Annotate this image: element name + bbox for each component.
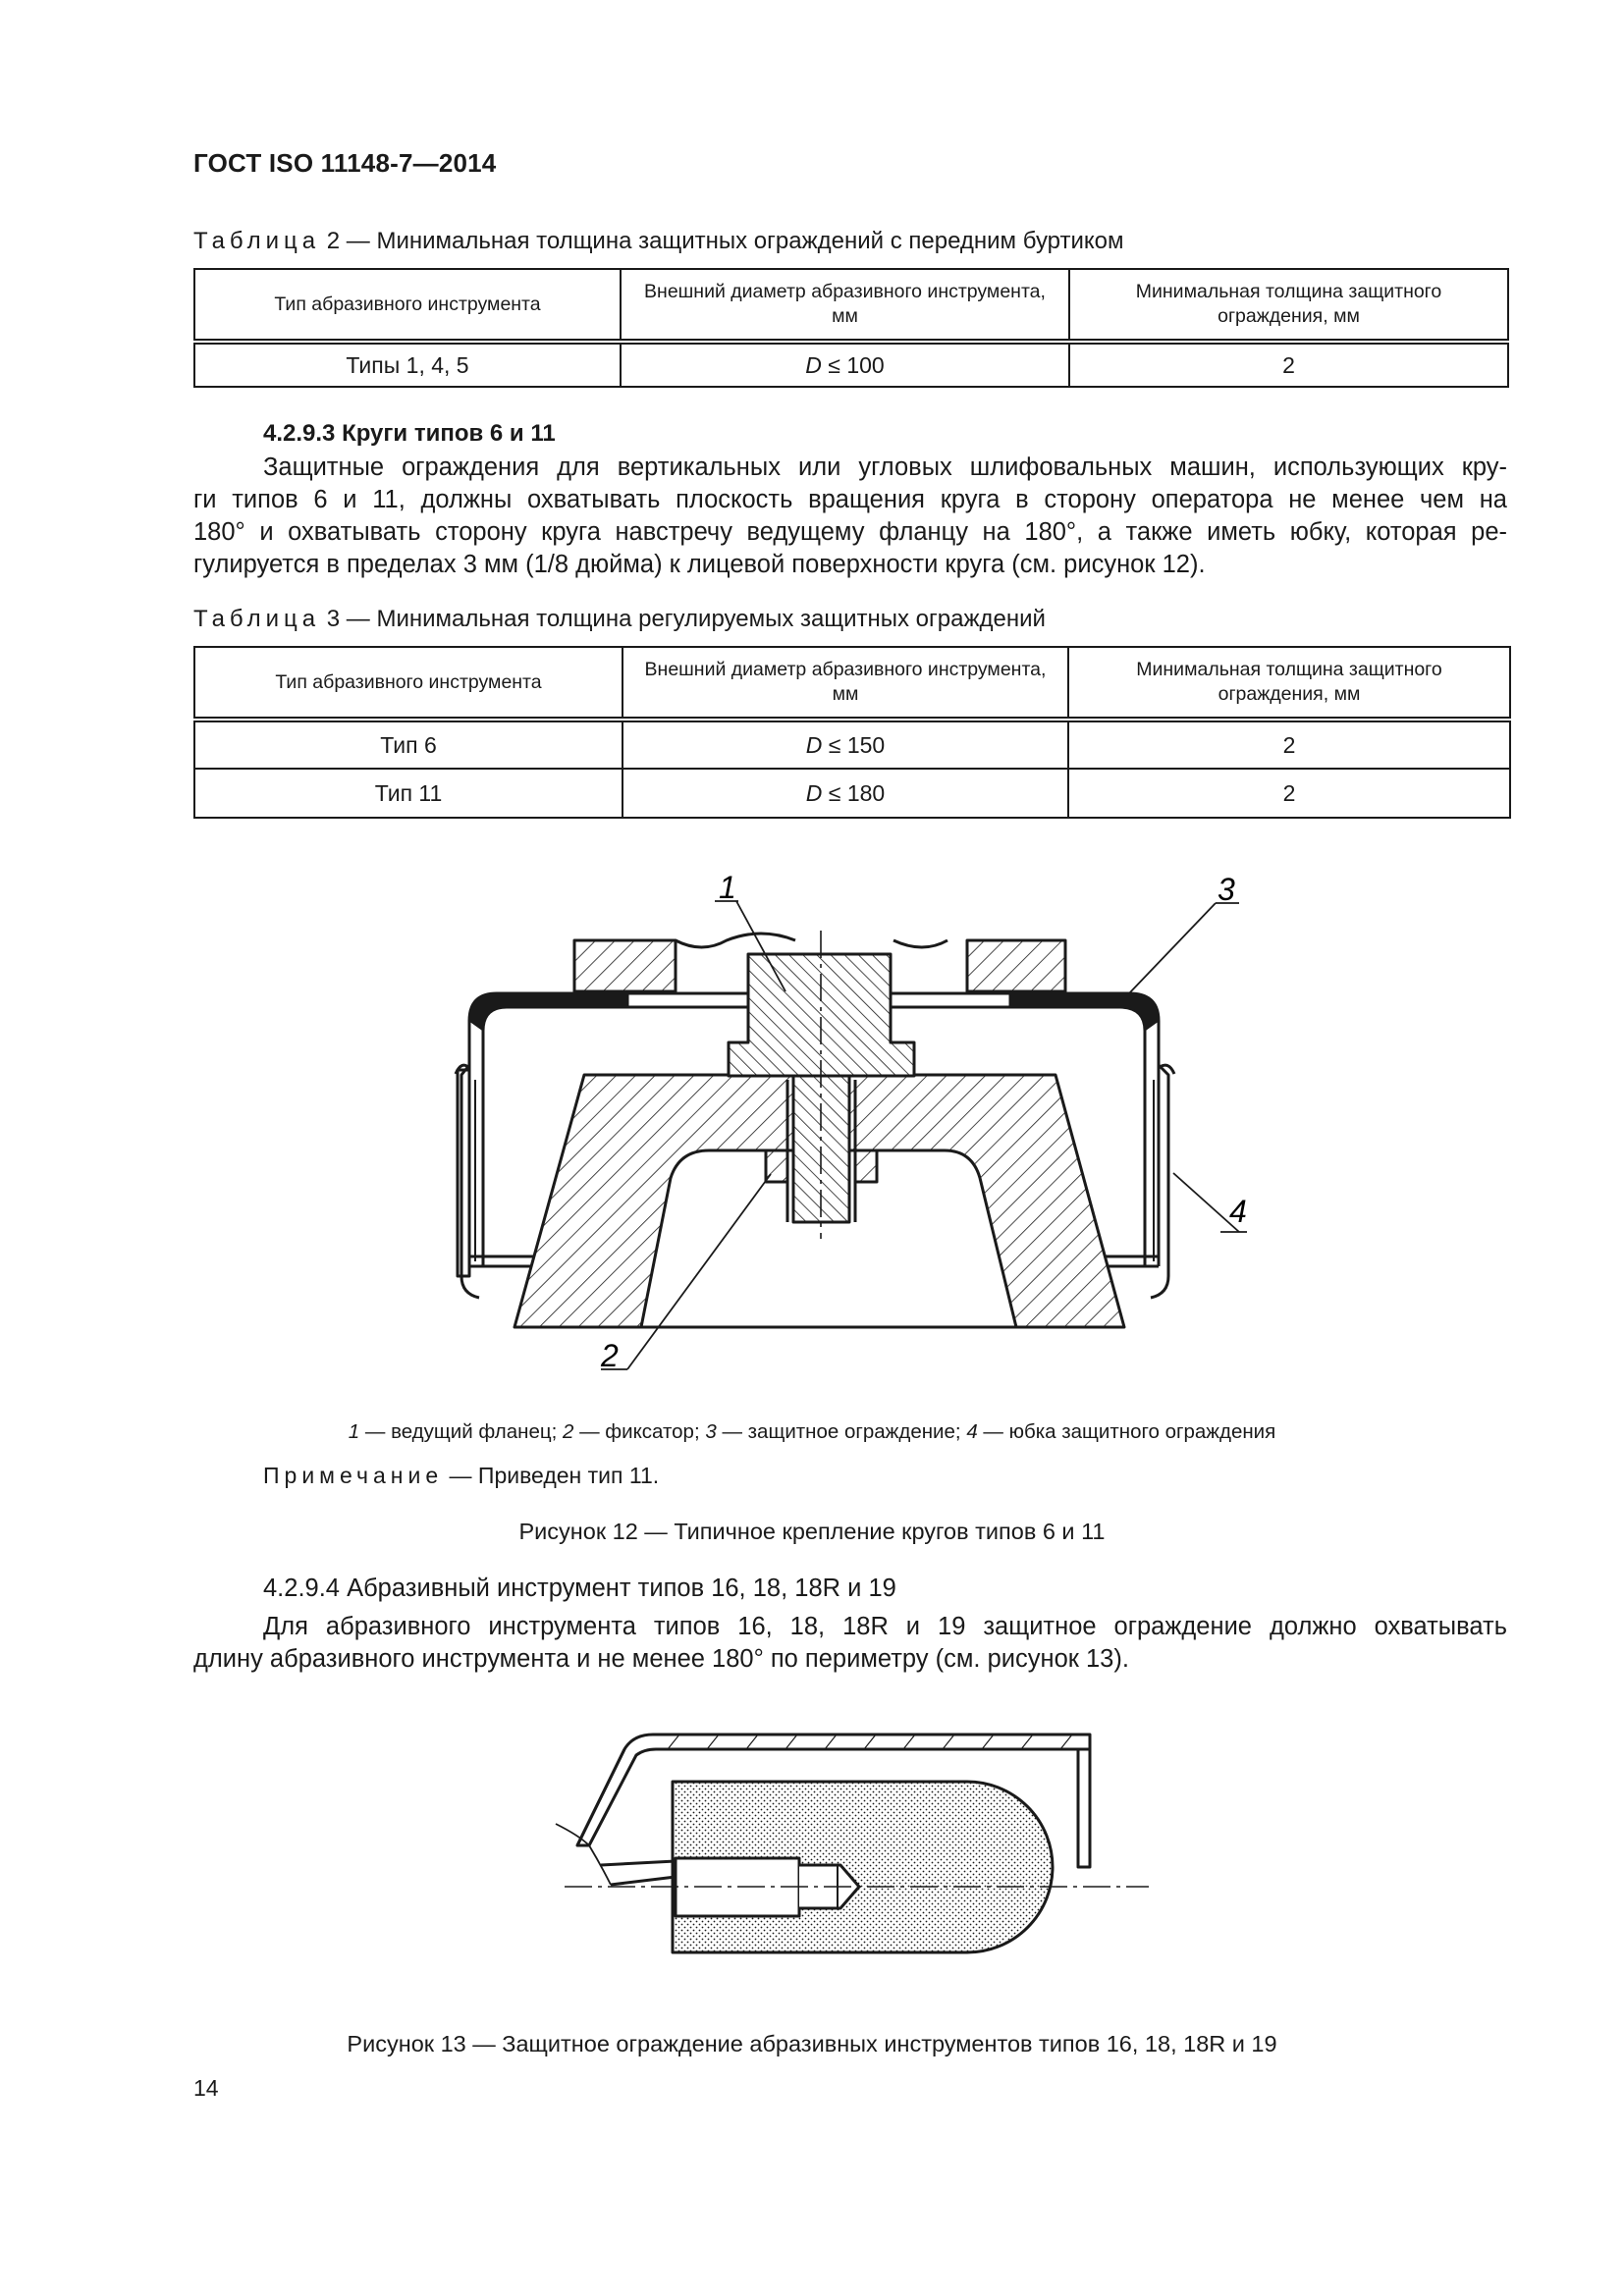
table3-header-diameter: Внешний диаметр абразивного инструмента, мм [623, 647, 1068, 720]
legend-text: — юбка защитного ограждения [977, 1420, 1276, 1443]
table3-cell-thickness: 2 [1068, 720, 1510, 769]
diameter-variable: D [805, 351, 822, 378]
legend-num: 2 [562, 1420, 574, 1443]
section-4293-title: 4.2.9.3 Круги типов 6 и 11 [263, 420, 556, 447]
figure12-caption: Рисунок 12 — Типичное крепление кругов типов 6 и 11 [518, 1519, 1106, 1544]
table3-header-type: Тип абразивного инструмента [194, 647, 623, 720]
table2-caption-text: 2 — Минимальная толщина защитных ограждений с передним буртиком [320, 228, 1124, 254]
section-4294-paragraph [193, 1611, 1507, 1676]
table2-caption-prefix: Таблица [193, 228, 321, 254]
table3-caption-text: 3 — Минимальная толщина регулируемых защитных ограждений [320, 606, 1046, 632]
note-prefix: Примечание [263, 1463, 444, 1488]
diameter-value: ≤ 100 [821, 351, 885, 378]
section-4294-title: 4.2.9.4 Абразивный инструмент типов 16, 18, 18R и 19 [263, 1575, 896, 1602]
paragraph-line: гулируется в пределах 3 мм (1/8 дюйма) к лицевой поверхности круга (см. рисунок 12). [193, 551, 1206, 578]
table3-header-thickness: Минимальная толщина защитного ограждения, мм [1068, 647, 1510, 720]
table2-header-type: Тип абразивного инструмента [194, 269, 621, 342]
document-header: ГОСТ ISO 11148-7—2014 [193, 148, 497, 178]
figure13-caption: Рисунок 13 — Защитное ограждение абразивных инструментов типов 16, 18, 18R и 19 [347, 2031, 1277, 2056]
housing-block-left [574, 940, 676, 991]
paragraph-line: 180° и охватывать сторону круга навстречу ведущему фланцу на 180°, а также иметь юбку, которая ре- [193, 518, 1507, 546]
legend-text: — фиксатор; [573, 1420, 706, 1443]
figure13-drawing [0, 1708, 1624, 2002]
paragraph-line: длину абразивного инструмента и не менее 180° по периметру (см. рисунок 13). [193, 1645, 1129, 1673]
table2-header-diameter: Внешний диаметр абразивного инструмента, мм [621, 269, 1069, 342]
table3-cell-type: Тип 11 [194, 769, 623, 818]
table2-header-thickness: Минимальная толщина защитного ограждения, мм [1069, 269, 1508, 342]
figure12-label-3: 3 [1218, 872, 1235, 907]
table2-cell-thickness: 2 [1069, 342, 1508, 387]
legend-num: 4 [966, 1420, 978, 1443]
diameter-value: ≤ 150 [822, 731, 886, 758]
figure12-label-1: 1 [719, 870, 736, 905]
figure12-label-2: 2 [601, 1338, 619, 1373]
diameter-variable: D [805, 731, 823, 758]
legend-num: 3 [705, 1420, 717, 1443]
diameter-value: ≤ 180 [822, 779, 886, 806]
page-number: 14 [193, 2075, 219, 2101]
diameter-variable: D [805, 779, 823, 806]
table3-cell-thickness: 2 [1068, 769, 1510, 818]
figure12-label-4: 4 [1229, 1194, 1247, 1229]
table3-cell-type: Тип 6 [194, 720, 623, 769]
figure12-legend [0, 1420, 1624, 1444]
legend-num: 1 [348, 1420, 360, 1443]
figure12-note [263, 1463, 659, 1489]
legend-text: — защитное ограждение; [716, 1420, 967, 1443]
legend-text: — ведущий фланец; [359, 1420, 563, 1443]
paragraph-line: Для абразивного инструмента типов 16, 18, 18R и 19 защитное ограждение должно охватывать [263, 1613, 1507, 1640]
housing-block-right [967, 940, 1065, 991]
paragraph-line: Защитные ограждения для вертикальных или угловых шлифовальных машин, использующих кру- [263, 454, 1507, 481]
table3-caption-prefix: Таблица [193, 606, 321, 632]
table2-cell-type: Типы 1, 4, 5 [194, 342, 621, 387]
note-text: — Приведен тип 11. [443, 1463, 660, 1488]
paragraph-line: ги типов 6 и 11, должны охватывать плоскость вращения круга в сторону оператора не менее чем на [193, 486, 1507, 513]
